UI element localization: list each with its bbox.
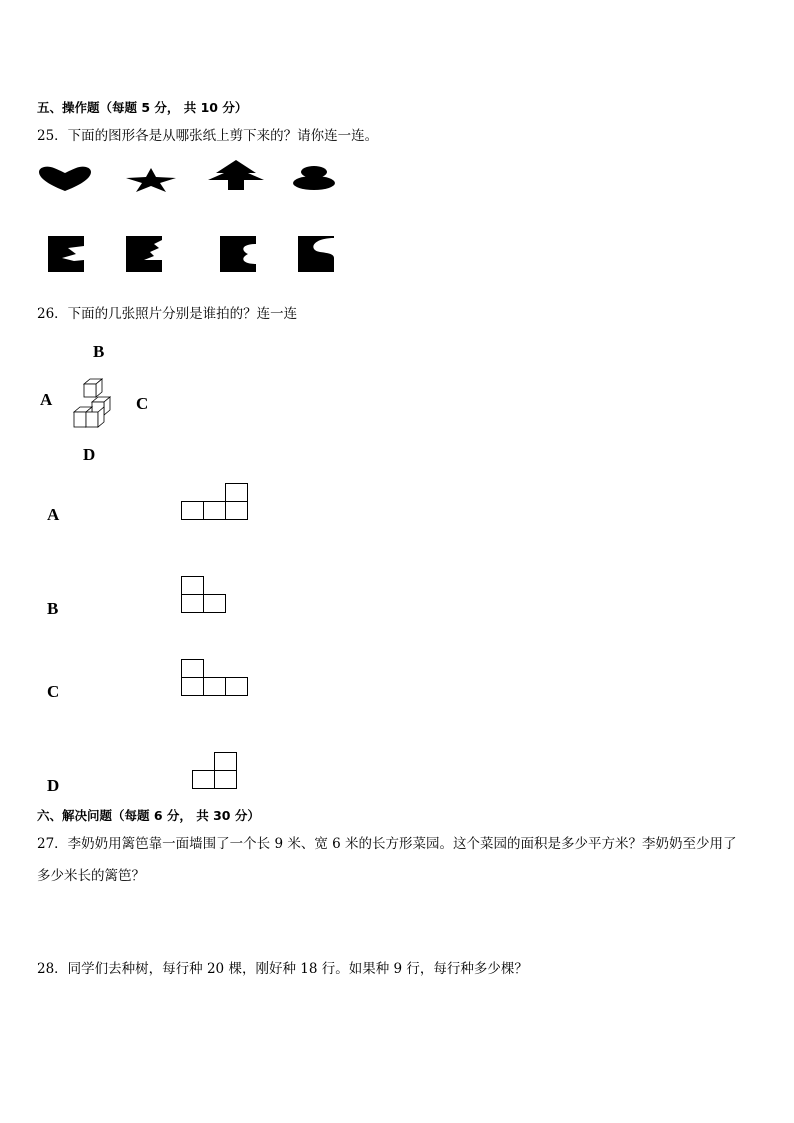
observer-label-bottom: D [83, 445, 96, 464]
question-26-text: 26．下面的几张照片分别是谁拍的？连一连 [37, 306, 298, 322]
observer-label-top: B [93, 342, 105, 361]
section-6-title: 六、解决问题（每题 6 分， 共 30 分） [37, 808, 260, 823]
view-label-d: D [47, 776, 60, 795]
cube-stack-icon [72, 378, 122, 430]
view-label-a: A [47, 505, 60, 524]
view-label-c: C [47, 682, 60, 701]
view-c-squares-icon [181, 659, 249, 697]
paper-curved-cut-icon [298, 236, 334, 272]
view-a-squares-icon [181, 483, 249, 521]
arrow-tree-shape-icon [208, 160, 264, 190]
question-28-text: 28．同学们去种树，每行种 20 棵，刚好种 18 行。如果种 9 行，每行种多少棵？ [37, 961, 528, 977]
question-25-text: 25．下面的图形各是从哪张纸上剪下来的？请你连一连。 [37, 128, 379, 144]
view-d-squares-icon [192, 752, 238, 790]
observer-label-right: C [136, 394, 149, 413]
mushroom-shape-icon [292, 165, 336, 191]
paper-jagged-cut-icon [48, 236, 84, 272]
view-label-b: B [47, 599, 59, 618]
section-5-title: 五、操作题（每题 5 分， 共 10 分） [37, 100, 248, 115]
heart-shape-icon [38, 166, 92, 192]
star-shape-icon [126, 168, 176, 192]
paper-round-notch-icon [220, 236, 256, 272]
observer-label-left: A [40, 390, 53, 409]
paper-zigzag-cut-icon [126, 236, 162, 272]
question-27-line-2: 多少米长的篱笆？ [37, 868, 145, 884]
question-27-line-1: 27．李奶奶用篱笆靠一面墙围了一个长 9 米、宽 6 米的长方形菜园。这个菜园的面积是多少平方米？李奶奶至少用了 [37, 836, 737, 852]
view-b-squares-icon [181, 576, 227, 614]
